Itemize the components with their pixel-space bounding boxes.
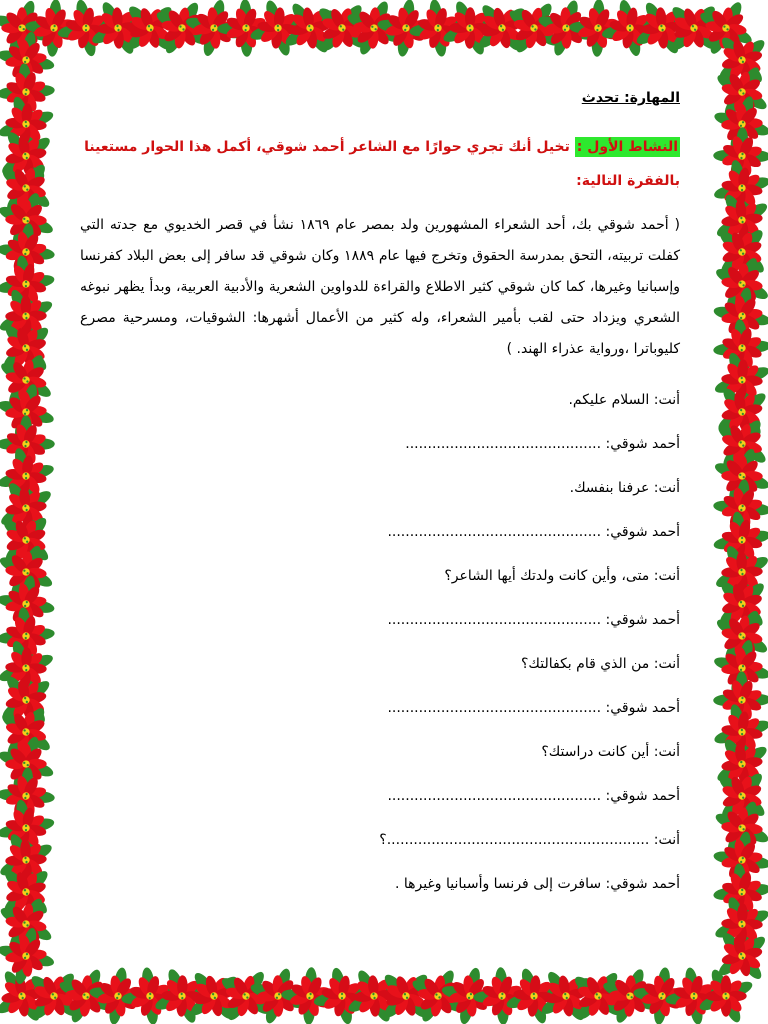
dialog-line-4[interactable]: أحمد شوقي: ................................................ bbox=[387, 524, 680, 540]
dialog-line-9: أنت: أين كانت دراستك؟ bbox=[541, 744, 680, 760]
dialog-line-8[interactable]: أحمد شوقي: ................................................ bbox=[387, 700, 680, 716]
shawqi-paragraph: ( أحمد شوقي بك، أحد الشعراء المشهورين ولد بمصر عام ١٨٦٩ نشأ في قصر الخديوي مع جدته التي كفلت تربيته، التحق بمدرسة الحقوق وتخرج فيها عام ١٨٨٩ وكان شوقي قد سافر إلى بعض البلاد كفرنسا وإسبانيا وغيرها، كما كان شوقي كثير الاطلاع والقراءة للدواوين الشعرية والأدبية العربية، وبدأ يظهر نبوغه الشعري ويزداد حتى لقب بأمير الشعراء، وله كثير من الأعمال أشهرها: الشوقيات، ومسرحية مصرع كليوباترا ،ورواية عذراء الهند. ) bbox=[80, 217, 680, 357]
worksheet-content bbox=[80, 80, 680, 940]
dialog-line-6[interactable]: أحمد شوقي: ................................................ bbox=[387, 612, 680, 628]
dialog-line-1: أنت: السلام عليكم. bbox=[568, 392, 680, 408]
dialog-line-12: أحمد شوقي: سافرت إلى فرنسا وأسبانيا وغيرها . bbox=[394, 876, 680, 892]
dialog-line-5: أنت: متى، وأين كانت ولدتك أيها الشاعر؟ bbox=[444, 568, 680, 584]
activity-label: النشاط الأول : bbox=[576, 139, 678, 155]
activity-instruction bbox=[80, 130, 680, 198]
dialog-line-11[interactable]: أنت: ...........................................................؟ bbox=[379, 832, 680, 848]
skill-title: المهارة: تحدث bbox=[581, 90, 680, 106]
activity-text: تخيل أنك تجري حوارًا مع الشاعر أحمد شوقي، أكمل هذا الحوار مستعينا بالفقرة التالية: bbox=[84, 139, 680, 189]
dialog-line-3: أنت: عرفنا بنفسك. bbox=[569, 480, 680, 496]
dialog-line-10[interactable]: أحمد شوقي: ................................................ bbox=[387, 788, 680, 804]
dialog-line-7: أنت: من الذي قام بكفالتك؟ bbox=[521, 656, 680, 672]
dialog-line-2[interactable]: أحمد شوقي: ............................................ bbox=[405, 436, 680, 452]
